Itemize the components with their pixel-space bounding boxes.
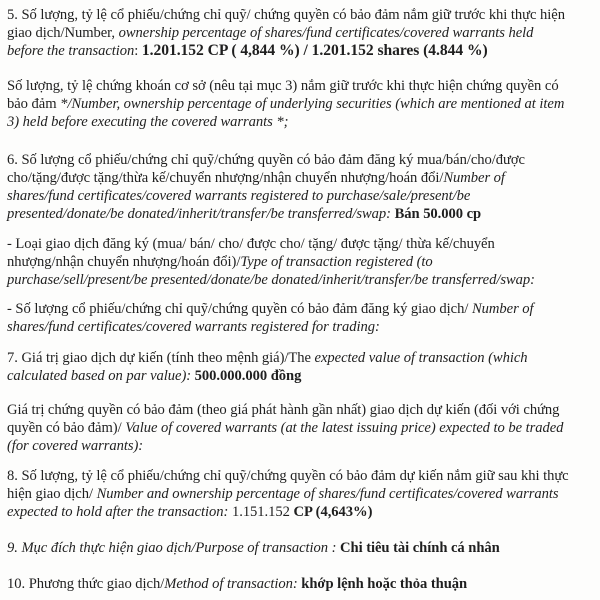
section-8-line-2-en: Number and ownership percentage of shares/fund certificates/covered warrants xyxy=(96,486,559,502)
transaction-type-line-2-vn: nhượng/nhận chuyển nhượng/hoán đổi)/ xyxy=(7,254,241,270)
section-8-line-3-en: expected to hold after the transaction: xyxy=(7,504,232,520)
section-7-line-1 xyxy=(7,349,593,367)
registered-trading-line-1-en: Number of xyxy=(471,301,534,317)
covered-warrant-line-1: Giá trị chứng quyền có bảo đảm (theo giá phát hành gần nhất) giao dịch dự kiến (đối với chứng xyxy=(7,402,560,418)
section-5-holding-value: 1.201.152 CP ( 4,844 %) / 1.201.152 shares (4.844 %) xyxy=(141,42,488,59)
underlying-line-2-vn: bảo đảm xyxy=(7,96,61,112)
section-6-line-4-en: presented/donate/be donated/inherit/transfer/be transferred/swap: xyxy=(7,206,395,222)
underlying-line-2 xyxy=(7,95,593,113)
section-10-line-1-vn: 10. Phương thức giao dịch/ xyxy=(7,576,165,592)
section-7-expected-value xyxy=(7,349,593,385)
transaction-type-line-3: purchase/sell/present/be presented/donate/be donated/inherit/transfer/be transferred/swap: xyxy=(7,272,535,288)
underlying-line-3: 3) held before executing the covered warrants *; xyxy=(7,114,289,130)
section-9-purpose xyxy=(7,539,593,557)
registered-trading-line-1 xyxy=(7,300,593,318)
section-9-line-1 xyxy=(7,539,593,557)
section-8-percentage: CP (4,643%) xyxy=(293,504,373,520)
covered-warrant-value xyxy=(7,401,593,455)
registered-for-trading xyxy=(7,300,593,336)
section-8-line-3 xyxy=(7,503,593,521)
section-6-quantity-value: Bán 50.000 cp xyxy=(394,206,482,222)
section-6-line-1: 6. Số lượng cổ phiếu/chứng chỉ quỹ/chứng quyền có bảo đảm đăng ký mua/bán/cho/được xyxy=(7,152,525,168)
section-9-line-1-vn: 9. Mục đích thực hiện giao dịch/ xyxy=(7,540,196,556)
section-5-line-2 xyxy=(7,24,593,42)
section-6-line-3: shares/fund certificates/covered warrants registered to purchase/sale/present/be xyxy=(7,188,471,204)
section-8-quantity: 1.151.152 xyxy=(231,504,294,520)
section-5-line-2-en: ownership percentage of shares/fund certificates/covered warrants held xyxy=(118,25,534,41)
section-5-line-3-en: before the transaction xyxy=(7,43,135,59)
section-10-line-1 xyxy=(7,575,593,593)
section-8-holding-after xyxy=(7,467,593,521)
section-6-line-2-en: Number of xyxy=(443,170,505,186)
transaction-type-line-2 xyxy=(7,253,593,271)
transaction-type xyxy=(7,235,593,289)
section-9-line-1-en: Purpose of transaction : xyxy=(195,540,341,556)
covered-warrant-line-2 xyxy=(7,419,593,437)
section-8-line-2-vn: hiện giao dịch/ xyxy=(7,486,97,502)
section-7-line-2-en: calculated based on par value): xyxy=(7,368,195,384)
transaction-type-line-1: - Loại giao dịch đăng ký (mua/ bán/ cho/ được cho/ tặng/ được tặng/ thừa kế/chuyển xyxy=(7,236,495,252)
section-6-line-4 xyxy=(7,205,593,223)
section-5-line-3 xyxy=(7,42,593,60)
underlying-line-2-en: */Number, ownership percentage of underlying securities (which are mentioned at item xyxy=(60,96,565,112)
section-7-line-1-en: expected value of transaction (which xyxy=(314,350,528,366)
section-6-line-2-vn: cho/tặng/được tặng/thừa kế/chuyển nhượng/nhận chuyển nhượng/hoán đổi/ xyxy=(7,170,444,186)
section-10-method xyxy=(7,575,593,593)
section-7-value: 500.000.000 đồng xyxy=(194,368,302,384)
registered-trading-line-2: shares/fund certificates/covered warrants registered for trading: xyxy=(7,319,380,335)
section-5-line-2-vn: giao dịch/Number, xyxy=(7,25,119,41)
underlying-securities-holding xyxy=(7,77,593,131)
section-10-method-value: khớp lệnh hoặc thỏa thuận xyxy=(301,576,468,592)
section-7-line-2 xyxy=(7,367,593,385)
transaction-type-line-2-en: Type of transaction registered (to xyxy=(240,254,433,270)
underlying-line-1: Số lượng, tỷ lệ chứng khoán cơ sở (nêu tại mục 3) nắm giữ trước khi thực hiện chứng quyền có xyxy=(7,78,559,94)
section-5-line-3-colon: : xyxy=(134,43,142,59)
section-9-purpose-value: Chi tiêu tài chính cá nhân xyxy=(340,540,500,556)
section-5-holding-before xyxy=(7,6,593,60)
section-7-line-1-vn: 7. Giá trị giao dịch dự kiến (tính theo mệnh giá)/The xyxy=(7,350,315,366)
covered-warrant-line-2-vn: quyền có bảo đảm)/ xyxy=(7,420,126,436)
section-10-line-1-en: Method of transaction: xyxy=(164,576,302,592)
section-6-line-2 xyxy=(7,169,593,187)
section-6-registered-quantity xyxy=(7,151,593,223)
registered-trading-line-1-vn: - Số lượng cổ phiếu/chứng chỉ quỹ/chứng quyền có bảo đảm đăng ký giao dịch/ xyxy=(7,301,472,317)
section-5-line-1: 5. Số lượng, tỷ lệ cổ phiếu/chứng chỉ quỹ/ chứng quyền có bảo đảm nắm giữ trước khi thực hiện xyxy=(7,7,565,23)
section-8-line-2 xyxy=(7,485,593,503)
covered-warrant-line-3: (for covered warrants): xyxy=(7,438,144,454)
section-8-line-1: 8. Số lượng, tỷ lệ cổ phiếu/chứng chỉ quỹ/chứng quyền có bảo đảm dự kiến nắm giữ sau khi thực xyxy=(7,468,569,484)
covered-warrant-line-2-en: Value of covered warrants (at the latest issuing price) expected to be traded xyxy=(125,420,564,436)
